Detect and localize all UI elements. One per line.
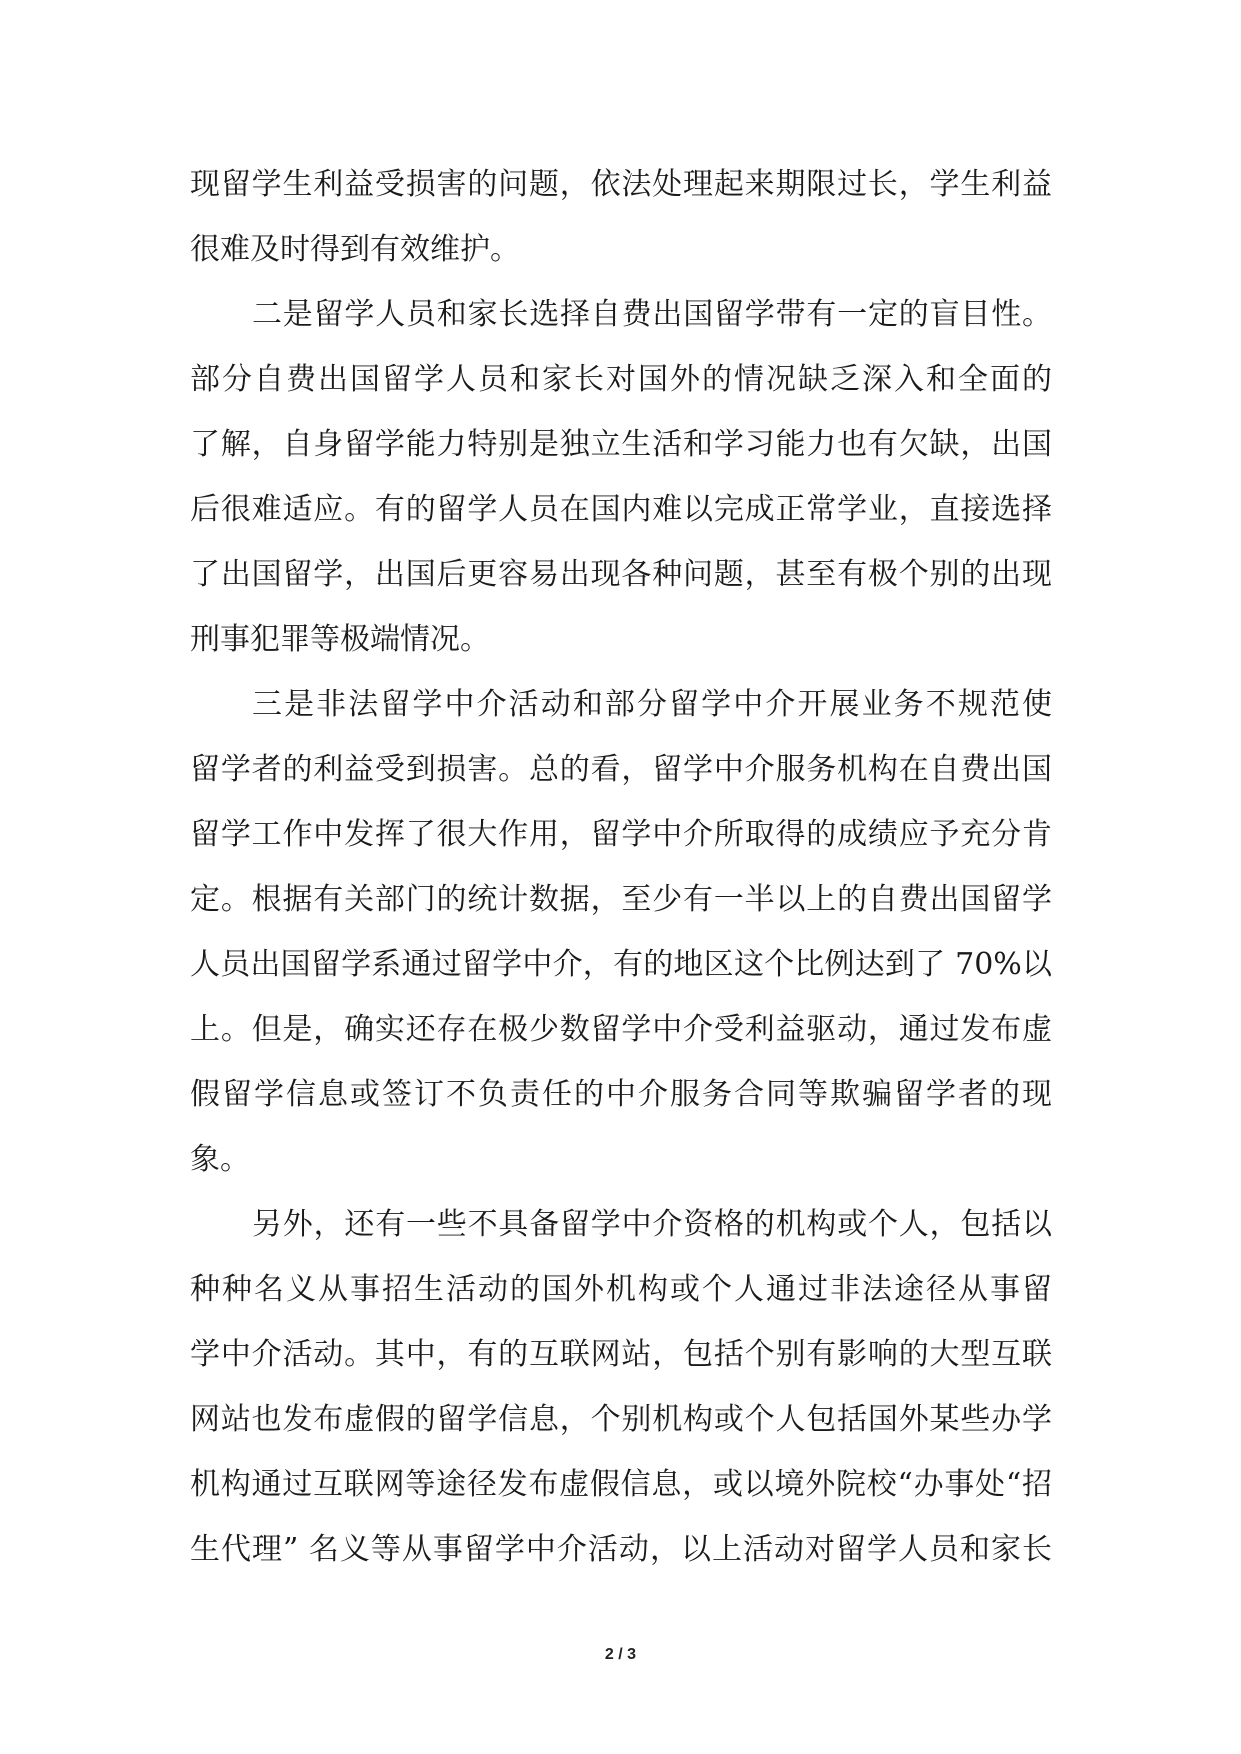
text-line: 后很难适应。有的留学人员在国内难以完成正常学业，直接选择 <box>190 492 1052 527</box>
paragraph-3 <box>190 672 1052 1192</box>
text-line: 了解，自身留学能力特别是独立生活和学习能力也有欠缺，出国 <box>190 427 1052 462</box>
text-line: 种种名义从事招生活动的国外机构或个人通过非法途径从事留 <box>190 1272 1052 1307</box>
text-line: 现留学生利益受损害的问题，依法处理起来期限过长，学生利益 <box>190 167 1052 202</box>
text-line: 了出国留学，出国后更容易出现各种问题，甚至有极个别的出现 <box>190 557 1052 592</box>
text-line: 留学者的利益受到损害。总的看，留学中介服务机构在自费出国 <box>190 752 1052 787</box>
text-line: 三是非法留学中介活动和部分留学中介开展业务不规范使 <box>252 687 1052 722</box>
paragraph-2 <box>190 282 1052 672</box>
page-number: 2 / 3 <box>604 1646 637 1663</box>
text-line: 学中介活动。其中，有的互联网站，包括个别有影响的大型互联 <box>190 1337 1052 1372</box>
text-line: 很难及时得到有效维护。 <box>190 232 520 267</box>
text-line: 留学工作中发挥了很大作用，留学中介所取得的成绩应予充分肯 <box>190 817 1052 852</box>
text-line: 生代理” 名义等从事留学中介活动，以上活动对留学人员和家长 <box>190 1532 1052 1567</box>
text-line: 假留学信息或签订不负责任的中介服务合同等欺骗留学者的现 <box>190 1077 1052 1112</box>
text-line: 刑事犯罪等极端情况。 <box>190 622 490 657</box>
paragraph-1 <box>190 152 1052 282</box>
document-body <box>190 152 1052 1582</box>
text-line: 定。根据有关部门的统计数据，至少有一半以上的自费出国留学 <box>190 882 1052 917</box>
paragraph-4 <box>190 1192 1052 1582</box>
text-line: 另外，还有一些不具备留学中介资格的机构或个人，包括以 <box>252 1207 1052 1242</box>
text-line: 机构通过互联网等途径发布虚假信息，或以境外院校“办事处“招 <box>190 1467 1052 1502</box>
text-line: 象。 <box>190 1142 250 1177</box>
text-line: 人员出国留学系通过留学中介，有的地区这个比例达到了 70%以 <box>190 947 1052 982</box>
text-line: 上。但是，确实还存在极少数留学中介受利益驱动，通过发布虚 <box>190 1012 1052 1047</box>
text-line: 部分自费出国留学人员和家长对国外的情况缺乏深入和全面的 <box>190 362 1052 397</box>
text-line: 网站也发布虚假的留学信息，个别机构或个人包括国外某些办学 <box>190 1402 1052 1437</box>
text-line: 二是留学人员和家长选择自费出国留学带有一定的盲目性。 <box>252 297 1052 332</box>
